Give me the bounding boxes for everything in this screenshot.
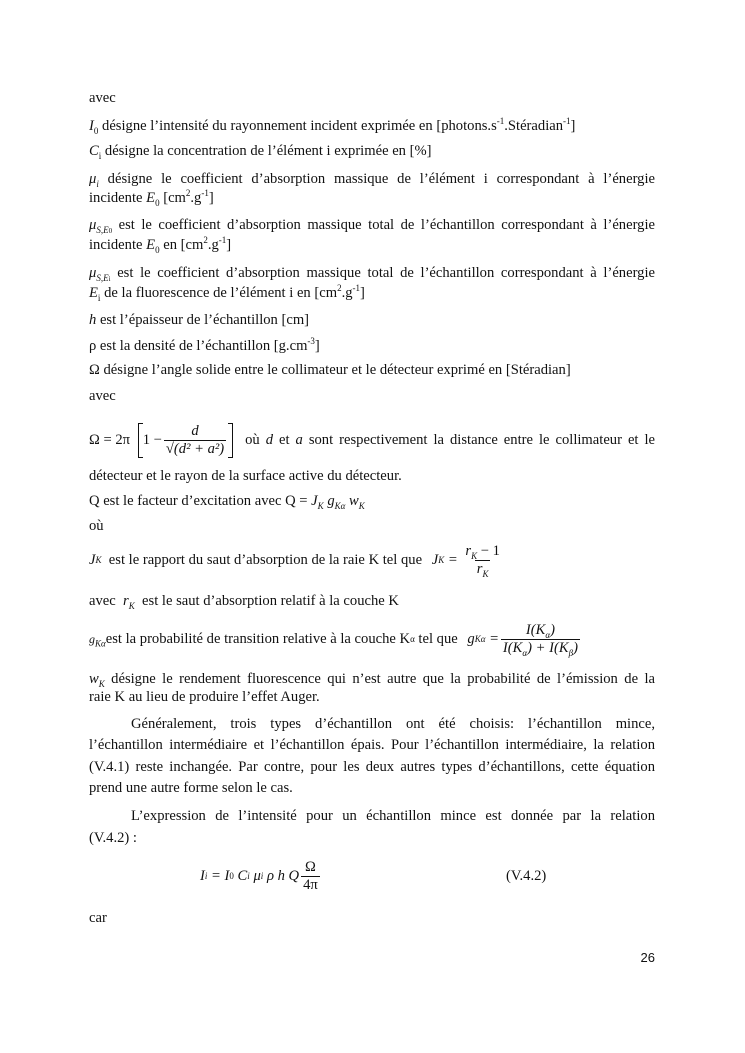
jk-fraction: $\frac{r_K - 1}{r_K}$ [465, 542, 500, 579]
omega-fraction: $\frac{d}{\text{√(d² + a²)}}$ [165, 422, 225, 457]
omega-sqrt-denominator: √(d² + a²) [165, 440, 225, 457]
equation-v42: I i = I 0 C i μ i ρ h Q $\frac{\Omega}{4\pi}$ [200, 858, 318, 893]
def-mu-s-ei-line1: $\mu_{S,Ei}$ est le coefficient d’absorption massique total de l’échantillon correspondant à l’énergie [89, 265, 655, 283]
def-mu-i-line2: incidente $E_0$ $[cm^2.g^{-1}]$ [89, 188, 214, 208]
para2-line1: L’expression de l’intensité pour un échantillon mince est donnée par la relation [131, 808, 655, 824]
text-ou: où [89, 518, 104, 534]
omega-equation-line [89, 412, 655, 468]
def-gk: $g_{K\alpha}$ est la probabilité de transition relative à la couche K α tel que g Kα = $\frac{I(K_\alpha)}{I(K_\alpha) + I(K_\beta)}$ [89, 616, 655, 662]
para1-line2: l’échantillon intermédiaire et l’échantillon épais. Pour l’échantillon intermédiaire, la relation [89, 737, 655, 753]
para1-line4: prend une autre forme selon le cas. [89, 780, 293, 796]
gk-equation: g Kα = $\frac{I(K_\alpha)}{I(K_\alpha) + I(K_\beta)}$ [467, 621, 578, 658]
jk-equation: J K = $\frac{r_K - 1}{r_K}$ [431, 542, 500, 579]
def-mu-s-ei-line2: $E_i$ de la fluorescence de l’élément i en $[cm^2.g^{-1}]$ [89, 283, 365, 303]
text-avec: avec [89, 90, 116, 106]
def-mu-i-line1: $\mu_i$ désigne le coefficient d’absorption massique de l’élément i correspondant à l’énergie [89, 171, 655, 189]
text-car: car [89, 910, 107, 926]
def-rho: ρ est la densité de l’échantillon $[g.cm^{-3}]$ [89, 336, 320, 354]
gk-fraction: $\frac{I(K_\alpha)}{I(K_\alpha) + I(K_\beta)}$ [502, 621, 578, 658]
para1-line3: (V.4.1) reste inchangée. Par contre, pour les deux autres types d’échantillons, cette équation [89, 759, 655, 775]
def-ci: $C_i$ désigne la concentration de l’élément i exprimée en [%] [89, 143, 432, 161]
omega-explanation: où d et a sont respectivement la distance entre le collimateur et le [245, 431, 655, 448]
para1-line1: Généralement, trois types d’échantillon ont été choisis: l’échantillon mince, [131, 716, 655, 732]
def-wk-line2: raie K au lieu de produire l’effet Auger. [89, 689, 320, 705]
equation-label: (V.4.2) [506, 868, 547, 884]
page-number: 26 [640, 950, 655, 965]
omega-explanation-line2: détecteur et le rayon de la surface active du détecteur. [89, 468, 402, 484]
def-rk: avec $r_K$ est le saut d’absorption relatif à la couche K [89, 593, 399, 611]
equation-v42-fraction: $\frac{\Omega}{4\pi}$ [303, 858, 318, 893]
text-avec-2: avec [89, 388, 116, 404]
def-mu-s-e0-line1: $\mu_{S,E0}$ est le coefficient d’absorption massique total de l’échantillon correspondant à l’énergie [89, 217, 655, 235]
para2-line2: (V.4.2) : [89, 830, 137, 846]
omega-equation: Ω = 2π 1 − $\frac{d}{\text{√(d² + a²)}}$ [89, 423, 233, 458]
def-mu-s-e0-line2: incidente $E_0$ en $[cm^2.g^{-1}]$ [89, 235, 232, 255]
def-omega: Ω désigne l’angle solide entre le collimateur et le détecteur exprimé en [Stéradian] [89, 362, 571, 378]
def-wk-line1: $w_K$ désigne le rendement fluorescence qui n’est autre que la probabilité de l’émission de la [89, 671, 655, 689]
def-i0: $I_0$ désigne l’intensité du rayonnement incident exprimée en $[photons.s^{-1}.Stéradian^{-1}]$ [89, 116, 576, 136]
def-jk: J K est le rapport du saut d’absorption de la raie K tel que J K = $\frac{r_K - 1}{r_K}$ [89, 540, 655, 580]
bracket-group: 1 − $\frac{d}{\text{√(d² + a²)}}$ [138, 423, 233, 458]
def-q: Q est le facteur d’excitation avec $Q = J_K$ $g_{K\alpha}$ $w_K$ [89, 493, 365, 511]
def-h: h est l’épaisseur de l’échantillon [cm] [89, 312, 310, 328]
